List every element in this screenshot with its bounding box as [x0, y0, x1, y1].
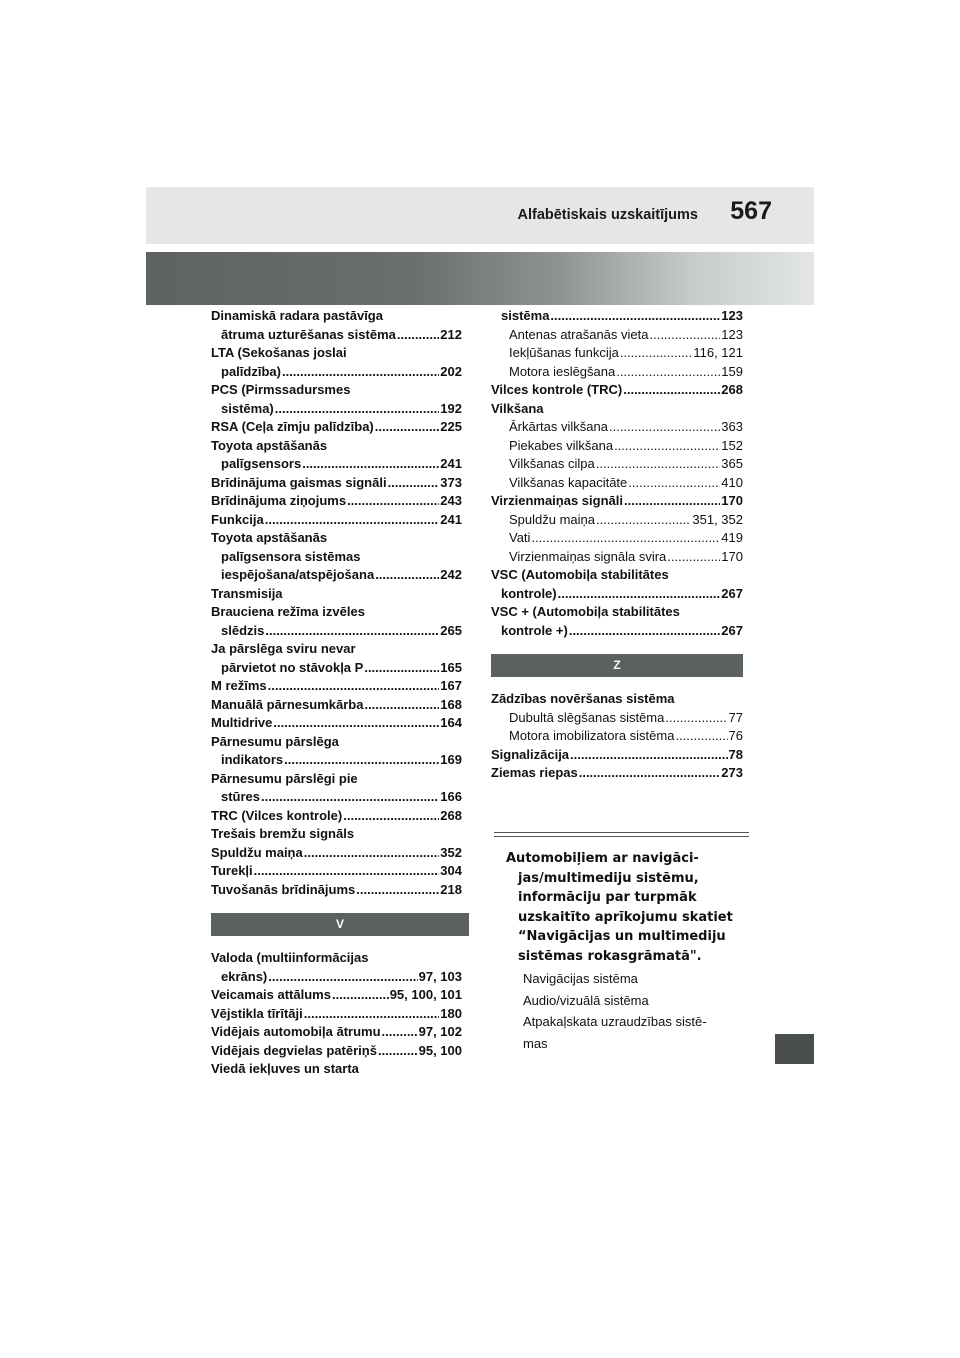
index-entry — [211, 326, 462, 345]
index-subentry — [491, 529, 743, 548]
dot-leader — [273, 714, 439, 733]
entry-text: ekrāns) — [221, 968, 268, 984]
entry-text: Vidējais degvielas patēriņš — [211, 1042, 377, 1058]
entry-text: RSA (Ceļa zīmju palīdzība) — [211, 419, 374, 434]
index-column-left — [211, 307, 462, 1079]
index-entry — [211, 418, 462, 437]
index-entry — [211, 511, 462, 530]
entry-text: Vilces kontrole (TRC) — [491, 382, 623, 397]
index-entry — [211, 400, 462, 419]
note-list — [494, 966, 749, 1054]
index-entry — [211, 844, 462, 863]
entry-text: palīdzība) — [221, 363, 281, 379]
note-line: jas/multimediju sistēmu, — [518, 870, 699, 886]
section-title: Alfabētiskais uzskaitījums — [517, 207, 698, 223]
index-entry-line: Pārnesumu pārslēgi pie — [211, 770, 358, 786]
entry-text: Tuvošanās brīdinājums — [211, 881, 356, 897]
header-gradient-band — [146, 252, 814, 305]
note-item: mas — [523, 1035, 548, 1051]
index-heading: Vilkšana — [491, 400, 544, 416]
entry-page: 267 — [721, 622, 743, 638]
index-entry-line: palīgsensora sistēmas — [221, 548, 361, 564]
entry-page: 212 — [440, 326, 462, 342]
index-entry-line: VSC (Automobiļa stabilitātes — [491, 567, 669, 582]
index-entry — [211, 696, 462, 715]
entry-text: Brīdinājuma ziņojums — [211, 493, 347, 508]
dot-leader — [378, 1042, 418, 1061]
index-entry — [211, 807, 462, 826]
dot-leader — [356, 881, 439, 900]
entry-text: Virzienmaiņas signāla svira — [509, 548, 667, 564]
entry-text: sistēma — [501, 308, 550, 323]
entry-page: 218 — [440, 881, 462, 897]
entry-page: 410 — [721, 474, 743, 490]
index-entry — [211, 986, 462, 1005]
index-entry — [491, 381, 743, 400]
index-entry — [211, 474, 462, 493]
entry-text: ātruma uzturēšanas sistēma — [221, 326, 396, 342]
index-subentry — [491, 455, 743, 474]
dot-leader — [623, 381, 720, 400]
note-item: Atpakaļskata uzraudzības sistē- — [523, 1014, 707, 1029]
entry-text: Dubultā slēgšanas sistēma — [509, 709, 665, 725]
entry-page: 165 — [440, 659, 462, 675]
entry-page: 180 — [440, 1005, 462, 1021]
entry-text: slēdzis — [221, 622, 265, 638]
entry-text: Turekļi — [211, 863, 253, 878]
entry-text: Multidrive — [211, 715, 273, 730]
entry-page: 168 — [440, 696, 462, 712]
entry-page: 268 — [440, 807, 462, 823]
chapter-thumb-tab — [775, 1034, 814, 1064]
dot-leader — [261, 788, 439, 807]
dot-leader — [649, 326, 720, 345]
note-text — [494, 837, 749, 966]
entry-page: 170 — [721, 548, 743, 564]
page-number: 567 — [730, 197, 772, 225]
index-subentry — [491, 511, 743, 530]
dot-leader — [304, 1005, 440, 1024]
index-subentry — [491, 727, 743, 746]
index-entry — [491, 746, 743, 765]
entry-page: 267 — [721, 585, 743, 601]
page-header — [146, 187, 814, 244]
note-line: Automobiļiem ar navigāci- — [506, 851, 699, 866]
dot-leader — [304, 844, 440, 863]
entry-page: 268 — [721, 382, 743, 397]
entry-text: Ziemas riepas — [491, 765, 578, 780]
dot-leader — [596, 511, 691, 530]
dot-leader — [388, 474, 440, 493]
entry-page: 304 — [440, 863, 462, 878]
index-entry-line: Dinamiskā radara pastāvīga — [211, 308, 383, 323]
entry-page: 363 — [721, 419, 743, 434]
dot-leader — [364, 659, 439, 678]
dot-leader — [382, 1023, 418, 1042]
index-heading: Viedā iekļuves un starta — [211, 1061, 359, 1076]
entry-page: 152 — [721, 437, 743, 453]
dot-leader — [667, 548, 720, 567]
index-heading: Trešais bremžu signāls — [211, 826, 355, 841]
index-entry — [211, 1005, 462, 1024]
index-heading: Transmisija — [211, 585, 283, 601]
dot-leader — [614, 437, 720, 456]
entry-page: 166 — [440, 789, 462, 804]
entry-page: 164 — [440, 715, 462, 730]
dot-leader — [675, 727, 727, 746]
entry-page: 352 — [440, 844, 462, 860]
index-entry — [491, 307, 743, 326]
entry-text: Funkcija — [211, 511, 264, 527]
dot-leader — [609, 418, 720, 437]
entry-page: 202 — [440, 363, 462, 379]
entry-page: 169 — [440, 752, 462, 767]
index-entry-line: Valoda (multiinformācijas — [211, 950, 369, 965]
index-entry — [491, 622, 743, 641]
dot-leader — [265, 622, 439, 641]
note-item: Audio/vizuālā sistēma — [523, 992, 649, 1008]
dot-leader — [268, 677, 440, 696]
dot-leader — [375, 566, 439, 585]
entry-text: Piekabes vilkšana — [509, 437, 614, 453]
entry-text: kontrole +) — [501, 622, 568, 638]
entry-text: Signalizācija — [491, 746, 570, 762]
entry-page: 351, 352 — [692, 511, 743, 527]
entry-text: Motora imobilizatora sistēma — [509, 728, 675, 743]
entry-page: 241 — [440, 511, 462, 527]
entry-page: 167 — [440, 678, 462, 693]
entry-page: 78 — [728, 746, 743, 762]
dot-leader — [550, 307, 720, 326]
index-entry — [211, 788, 462, 807]
entry-page: 123 — [721, 326, 743, 342]
entry-page: 97, 103 — [418, 968, 462, 984]
index-entry — [211, 1023, 462, 1042]
index-subentry — [491, 344, 743, 363]
note-line: uzskaitīto aprīkojumu skatiet — [518, 909, 733, 925]
entry-page: 76 — [728, 728, 743, 743]
dot-leader — [531, 529, 720, 548]
index-subentry — [491, 418, 743, 437]
index-entry — [211, 677, 462, 696]
entry-page: 95, 100 — [418, 1042, 462, 1058]
dot-leader — [268, 968, 417, 987]
entry-page: 116, 121 — [693, 345, 743, 360]
index-entry — [491, 585, 743, 604]
entry-text: Veicamais attālums — [211, 987, 331, 1002]
entry-page: 225 — [440, 419, 462, 434]
dot-leader — [343, 807, 439, 826]
index-entry — [211, 881, 462, 900]
entry-page: 373 — [440, 474, 462, 490]
index-entry — [211, 751, 462, 770]
index-entry-line: Pārnesumu pārslēga — [211, 733, 339, 749]
index-subentry — [491, 548, 743, 567]
dot-leader — [665, 709, 727, 728]
index-subentry — [491, 363, 743, 382]
dot-leader — [558, 585, 721, 604]
index-entry — [211, 622, 462, 641]
note-line: sistēmas rokasgrāmatā". — [518, 948, 702, 964]
entry-text: Vilkšanas cilpa — [509, 456, 595, 471]
entry-page: 273 — [721, 765, 743, 780]
index-subentry — [491, 437, 743, 456]
index-subentry — [491, 709, 743, 728]
dot-leader — [375, 418, 440, 437]
dot-leader — [282, 363, 439, 382]
entry-page: 95, 100, 101 — [389, 987, 462, 1002]
entry-text: Antenas atrašanās vieta — [509, 326, 649, 342]
entry-text: Vilkšanas kapacitāte — [509, 474, 628, 490]
entry-page: 265 — [440, 622, 462, 638]
dot-leader — [579, 764, 721, 783]
index-entry — [211, 862, 462, 881]
entry-text: Vējstikla tīrītāji — [211, 1005, 303, 1021]
entry-page: 243 — [440, 493, 462, 508]
index-subentry — [491, 326, 743, 345]
section-letter: Z — [491, 654, 743, 677]
entry-page: 192 — [440, 400, 462, 416]
dot-leader — [569, 622, 720, 641]
entry-text: pārvietot no stāvokļa P — [221, 659, 364, 675]
dot-leader — [347, 492, 439, 511]
index-entry — [211, 455, 462, 474]
entry-page: 77 — [728, 709, 743, 725]
dot-leader — [265, 511, 440, 530]
index-entry — [211, 363, 462, 382]
dot-leader — [620, 344, 693, 363]
dot-leader — [624, 492, 720, 511]
dot-leader — [275, 400, 440, 419]
entry-page: 123 — [721, 308, 743, 323]
index-entry — [211, 968, 462, 987]
dot-leader — [596, 455, 721, 474]
dot-leader — [254, 862, 440, 881]
entry-page: 365 — [721, 456, 743, 471]
note-line: “Navigācijas un multimediju — [518, 929, 726, 944]
entry-text: iespējošana/atspējošana — [221, 567, 375, 582]
index-column-right — [491, 307, 743, 783]
entry-text: M režīms — [211, 678, 267, 693]
index-entry — [491, 764, 743, 783]
entry-text: Virzienmaiņas signāli — [491, 493, 623, 508]
entry-page: 419 — [721, 530, 743, 545]
index-entry-line: LTA (Sekošanas joslai — [211, 345, 347, 360]
entry-page: 159 — [721, 363, 743, 379]
entry-text: Brīdinājuma gaismas signāli — [211, 474, 387, 490]
index-entry — [211, 714, 462, 733]
entry-text: palīgsensors — [221, 456, 302, 471]
entry-text: Motora ieslēgšana — [509, 363, 616, 379]
entry-text: Ārkārtas vilkšana — [509, 419, 608, 434]
entry-text: Spuldžu maiņa — [509, 511, 595, 527]
dot-leader — [616, 363, 720, 382]
entry-text: Iekļūšanas funkcija — [509, 345, 619, 360]
entry-text: Spuldžu maiņa — [211, 844, 303, 860]
index-subentry — [491, 474, 743, 493]
note-item: Navigācijas sistēma — [523, 971, 638, 986]
dot-leader — [302, 455, 439, 474]
dot-leader — [332, 986, 389, 1005]
entry-page: 242 — [440, 567, 462, 582]
entry-text: TRC (Vilces kontrole) — [211, 807, 343, 823]
dot-leader — [570, 746, 727, 765]
index-entry-line: Brauciena režīma izvēles — [211, 604, 365, 619]
index-entry-line: Ja pārslēga sviru nevar — [211, 641, 356, 656]
index-heading: Zādzības novēršanas sistēma — [491, 691, 675, 706]
index-entry — [211, 566, 462, 585]
index-entry-line: Toyota apstāšanās — [211, 530, 328, 545]
index-entry-line: Toyota apstāšanās — [211, 437, 328, 453]
index-entry-line: VSC + (Automobiļa stabilitātes — [491, 604, 680, 619]
entry-page: 97, 102 — [418, 1024, 462, 1039]
entry-text: stūres — [221, 789, 261, 804]
dot-leader — [397, 326, 439, 345]
dot-leader — [628, 474, 720, 493]
navigation-note — [494, 832, 749, 1054]
index-entry — [491, 492, 743, 511]
note-line: informāciju par turpmāk — [518, 890, 697, 905]
index-entry-line: PCS (Pirmssadursmes — [211, 382, 351, 397]
dot-leader — [284, 751, 439, 770]
entry-text: kontrole) — [501, 585, 557, 601]
entry-text: Vidējais automobiļa ātrumu — [211, 1024, 381, 1039]
entry-text: indikators — [221, 752, 284, 767]
dot-leader — [364, 696, 439, 715]
entry-text: Vati — [509, 530, 531, 545]
index-entry — [211, 659, 462, 678]
entry-page: 241 — [440, 456, 462, 471]
index-entry — [211, 492, 462, 511]
section-letter: V — [211, 913, 469, 936]
entry-text: Manuālā pārnesumkārba — [211, 696, 364, 712]
entry-text: sistēma) — [221, 400, 274, 416]
entry-page: 170 — [721, 493, 743, 508]
index-entry — [211, 1042, 462, 1061]
